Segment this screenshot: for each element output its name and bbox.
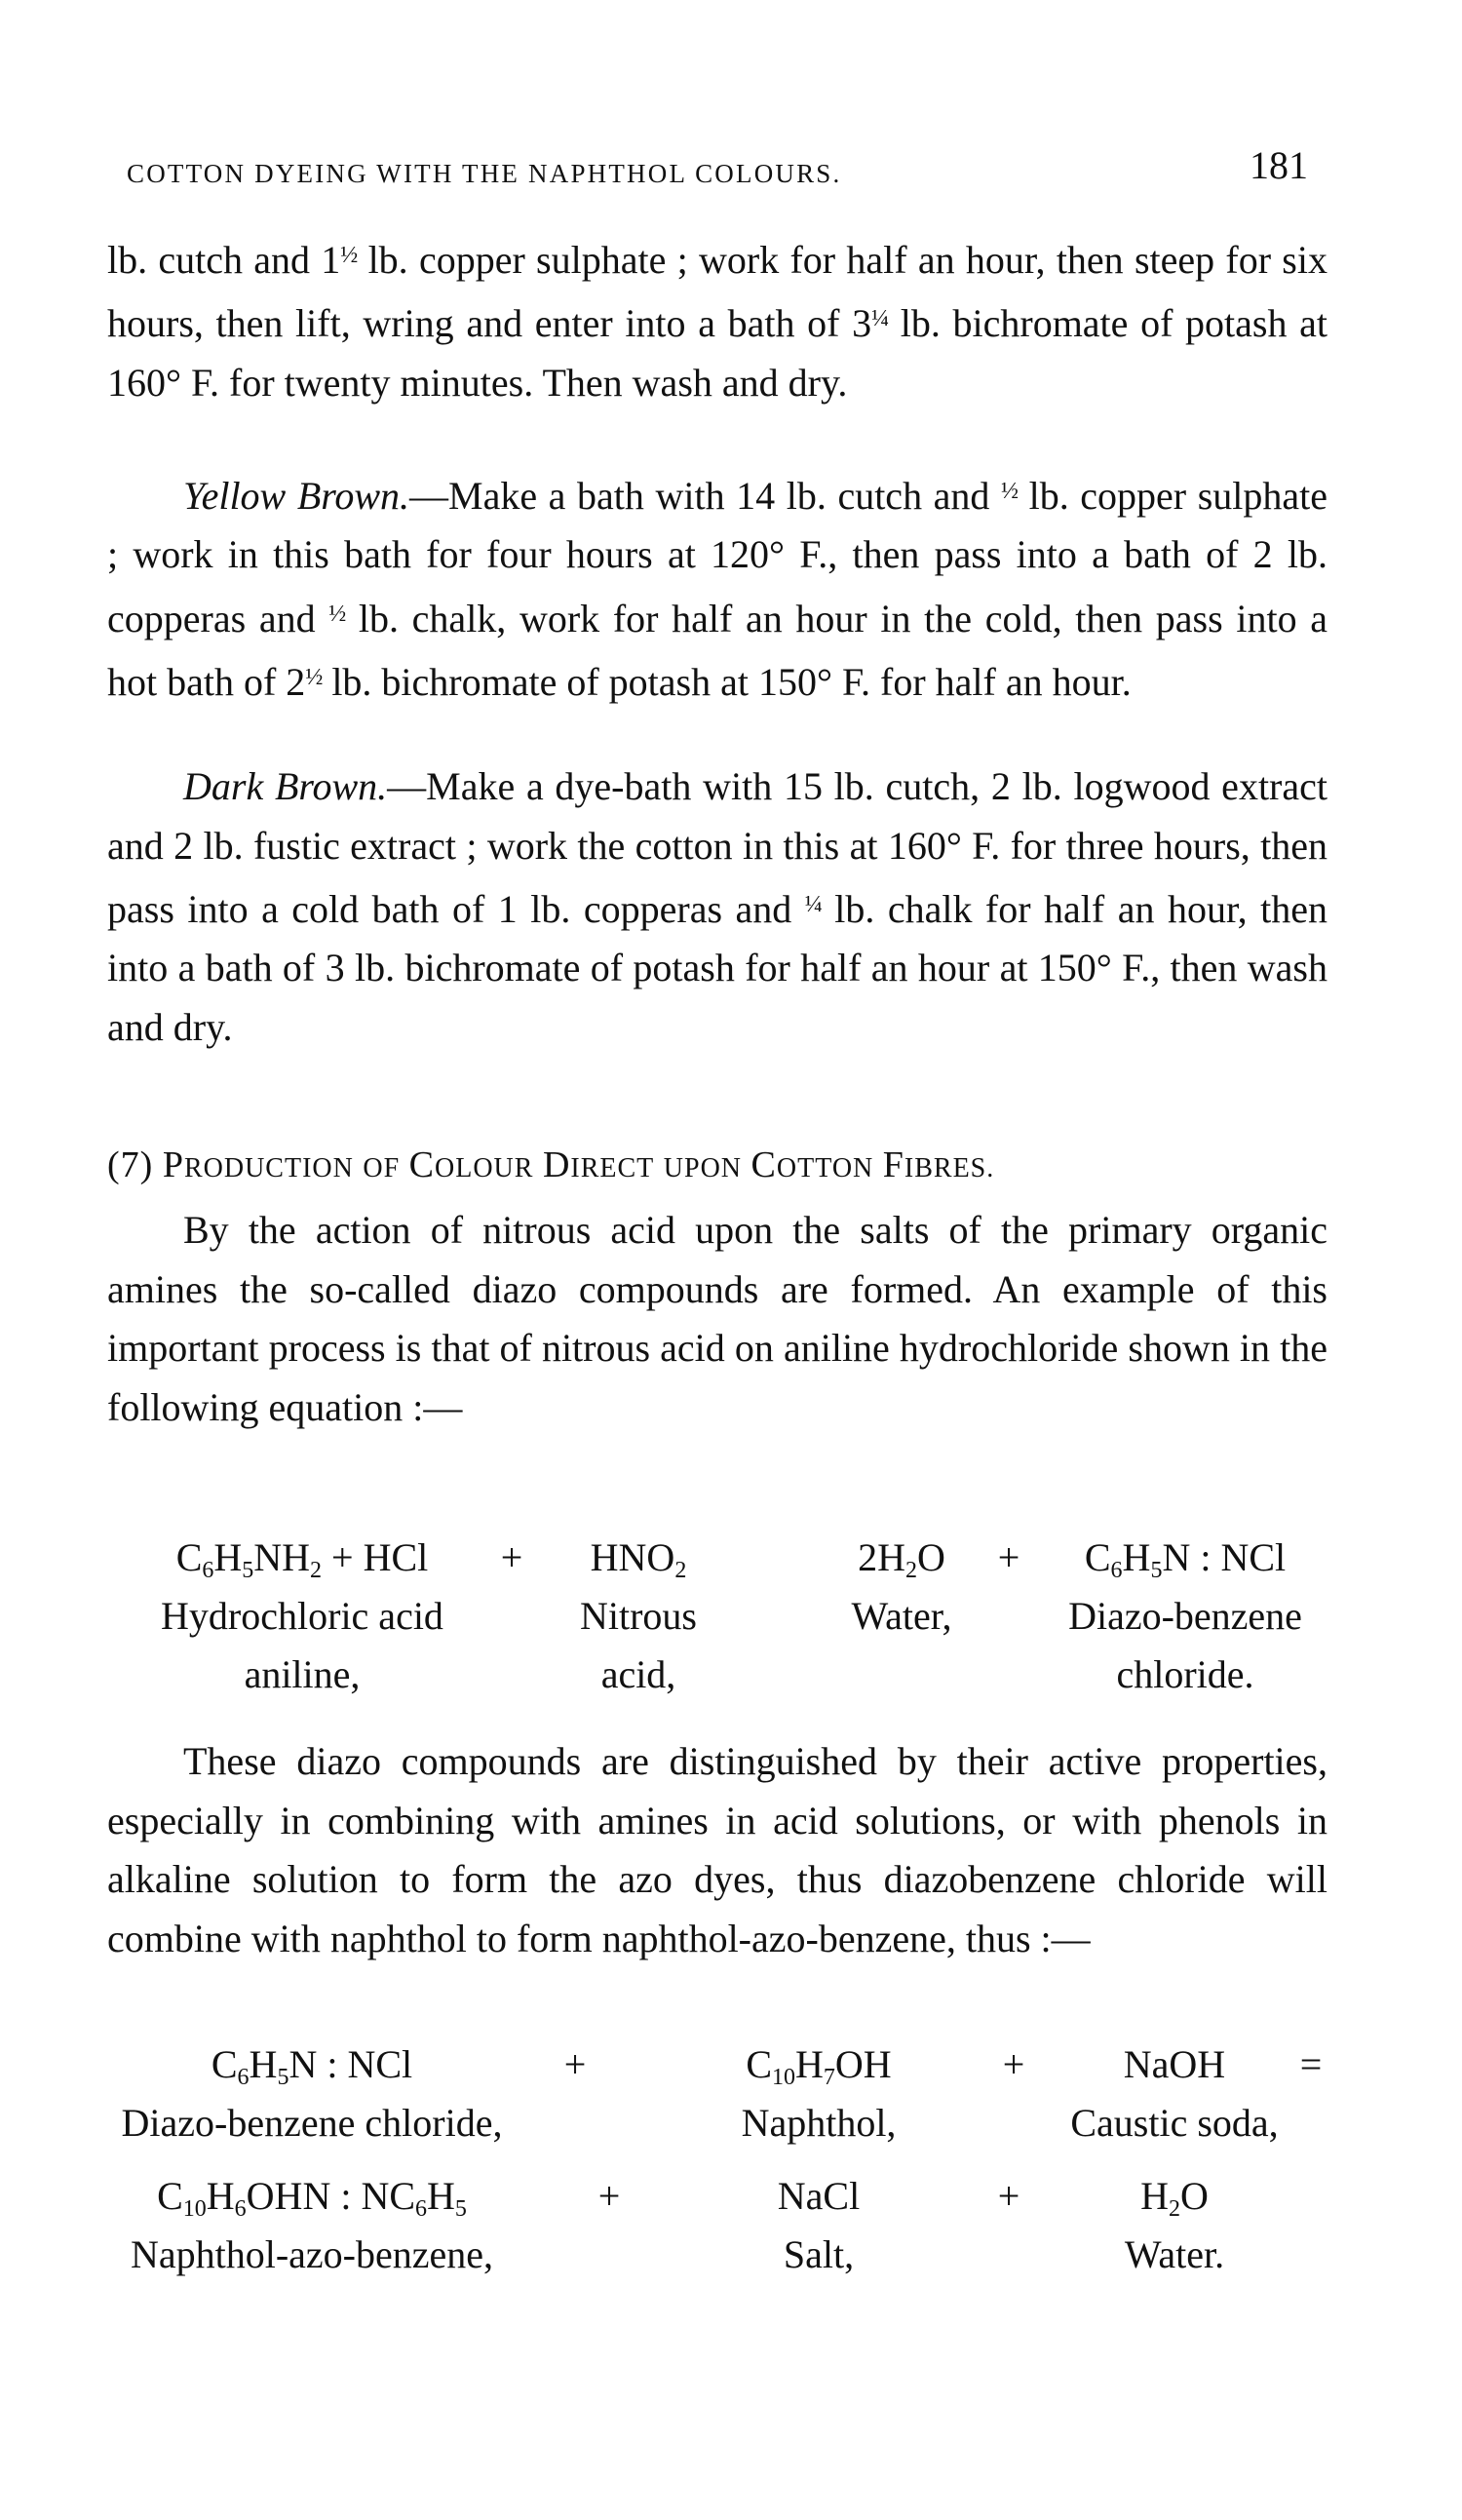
compound-name: Salt, [783,2232,855,2276]
section-title [162,1144,995,1185]
recipe-heading: Dark Brown. [183,764,388,808]
section-title-word: COLOUR [408,1144,534,1185]
chemical-formula: $C_6H_5N$ : NCl [211,2042,413,2091]
chemical-formula: $HNO_2$ [590,1535,687,1584]
fraction: ½ [328,601,346,627]
section-title-word: FIBRES. [882,1144,995,1185]
fraction: ½ [340,243,358,268]
compound-name: Caustic soda, [1070,2101,1279,2145]
plus-sign: + [997,2174,1020,2218]
compound-name: Hydrochloric acid [161,1594,443,1638]
plus-sign: + [1002,2042,1025,2086]
compound-name: Diazo-benzene [1068,1594,1302,1638]
chemical-formula: $C_{10}H_7OH$ [746,2042,892,2091]
paragraph-diazo: These diazo compounds are distinguished by their active properties, especially in combining with amines in acid solutions, or with phenols in alkaline solution to form the azo dyes, thus diazobenzene chloride will combine with naphthol to form naphthol-azo-benzene, thus :— [107,1739,1327,1960]
compound-name: Naphthol, [741,2101,897,2145]
section-title-word: DIRECT [542,1144,655,1185]
plus-sign: + [597,2174,621,2218]
chemical-formula: NaOH [1123,2042,1226,2086]
fraction: ½ [1001,479,1018,504]
recipe-heading: Yellow Brown. [183,473,410,518]
section-title-word: OF [363,1153,401,1183]
paragraph-intro: By the action of nitrous acid upon the salts of the primary organic amines the so-called diazo compounds are formed. An example of this important process is that of nitrous acid on aniline hydrochloride shown in the following equation :— [107,1208,1327,1429]
equals-sign: = [1299,2042,1323,2086]
compound-name: Nitrous [580,1594,697,1638]
plus-sign: + [500,1535,523,1579]
chemical-formula: $H_2O$ [1140,2174,1209,2223]
paragraph-dark-brown: Dark Brown.—Make a dye-bath with 15 lb. cutch, 2 lb. logwood extract and 2 lb. fustic extract ; work the cotton in this at 160° F. for three hours, then pass into a cold bath of 1 lb. copperas and $^{\frac{1}{4}}$ lb. chalk for half an hour, then into a bath of 3 lb. bichromate of potash for half an hour at 150° F., then wash and dry. [107,764,1328,1049]
page-number: 181 [1250,143,1308,187]
paragraph-continuation: lb. cutch and $1^{\frac{1}{2}}$ lb. copper sulphate ; work for half an hour, then steep for six hours, then lift, wring and enter into a bath of $3^{\frac{1}{4}}$ lb. bichromate of potash at 160° F. for twenty minutes. Then wash and dry. [107,237,1327,405]
compound-name: chloride. [1116,1652,1254,1696]
compound-name: Naphthol-azo-benzene, [130,2232,494,2276]
equation-coupling [107,2035,1327,2279]
compound-name: acid, [600,1652,676,1696]
compound-name: aniline, [244,1652,361,1696]
section-title-word: UPON [663,1153,743,1183]
plus-sign: + [997,1535,1020,1579]
compound-name: Diazo-benzene chloride, [121,2101,503,2145]
paragraph-yellow-brown: Yellow Brown.—Make a bath with 14 lb. cutch and $^{\frac{1}{2}}$ lb. copper sulphate ; work in this bath for four hours at 120° F., then pass into a bath of 2 lb. copperas and $^{\frac{1}{2}}$ lb. chalk, work for half an hour in the cold, then pass into a hot bath of $2^{\frac{1}{2}}$ lb. bichromate of potash at 150° F. for half an hour. [107,473,1327,704]
chemical-formula: $C_{10}H_6OHN$ : $NC_6H_5$ [157,2174,467,2223]
section-title-word: COTTON [750,1144,874,1185]
equation-diazotization [107,1529,1327,1704]
plus-sign: + [563,2042,587,2086]
section-heading: (7) PRODUCTION OF COLOUR DIRECT UPON COTTON FIBRES. [107,1144,995,1185]
chemical-formula: $C_6H_5NH_2$ + HCl [175,1535,429,1584]
chemical-formula: $C_6H_5N$ : NCl [1084,1535,1287,1584]
compound-name: Water, [851,1594,952,1638]
compound-name: Water. [1124,2232,1225,2276]
fraction: ¼ [804,892,822,917]
fraction: ¼ [871,306,889,332]
running-head-title: COTTON DYEING WITH THE NAPHTHOL COLOURS. [127,159,842,188]
chemical-formula: NaCl [777,2174,861,2218]
chemical-formula: $2H_2O$ [858,1535,945,1584]
section-title-word: PRODUCTION [162,1144,354,1185]
fraction: ½ [305,665,323,691]
